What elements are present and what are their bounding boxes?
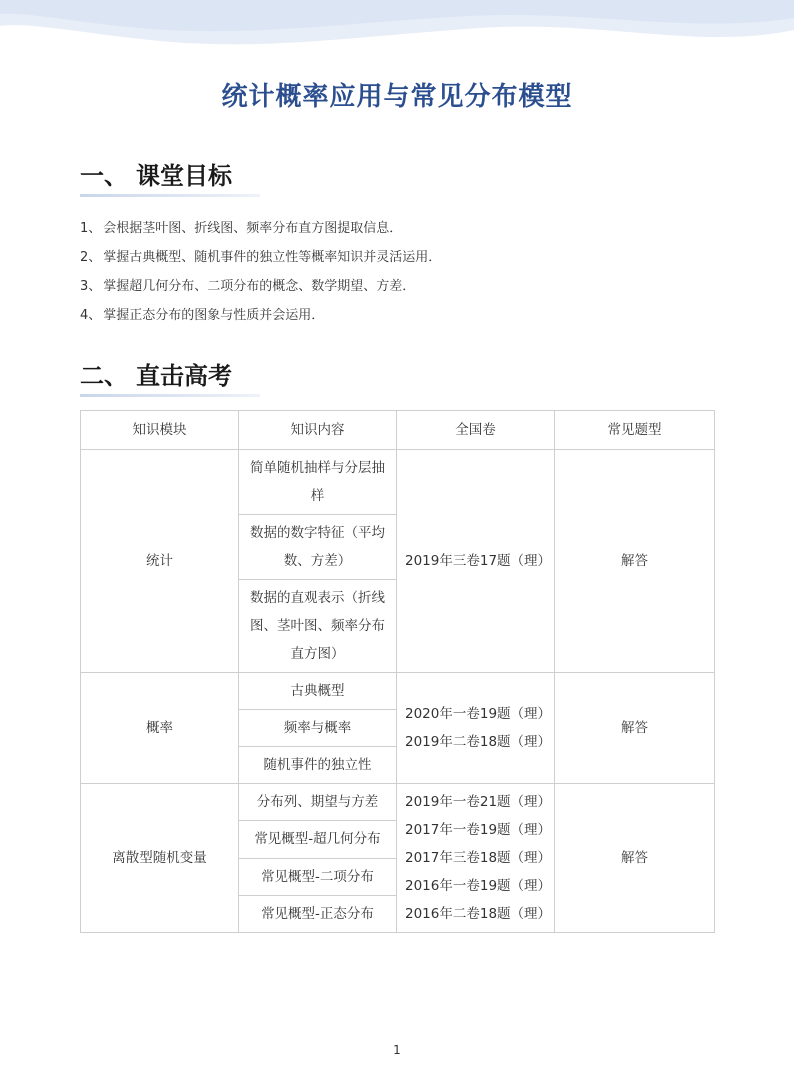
table-row bbox=[81, 450, 715, 515]
exam-cell bbox=[397, 673, 555, 784]
section-number: 一、 bbox=[80, 162, 128, 190]
table-row bbox=[81, 784, 715, 821]
goal-item bbox=[80, 214, 720, 243]
header-national-exam: 全国卷 bbox=[397, 411, 555, 450]
header-content: 知识内容 bbox=[239, 411, 397, 450]
section-number: 二、 bbox=[80, 362, 128, 390]
exam-item: 2019年二卷18题（理） bbox=[405, 734, 552, 750]
content-cell: 常见概型-二项分布 bbox=[239, 858, 397, 895]
table-row bbox=[81, 673, 715, 710]
content-cell: 数据的数字特征（平均数、方差） bbox=[239, 515, 397, 580]
exam-cell bbox=[397, 784, 555, 933]
exam-item: 2019年一卷21题（理） bbox=[405, 794, 552, 810]
exam-item: 2017年一卷19题（理） bbox=[405, 822, 552, 838]
heading-underline bbox=[80, 394, 260, 397]
content-cell: 常见概型-超几何分布 bbox=[239, 821, 397, 858]
content-cell: 简单随机抽样与分层抽样 bbox=[239, 450, 397, 515]
goal-item bbox=[80, 272, 720, 301]
section-title: 直击高考 bbox=[136, 362, 232, 390]
header-wave-decoration bbox=[0, 0, 794, 60]
goal-number: 3、 bbox=[80, 279, 102, 294]
section-title: 课堂目标 bbox=[136, 162, 232, 190]
exam-item: 2020年一卷19题（理） bbox=[405, 706, 552, 722]
heading-underline bbox=[80, 194, 260, 197]
content-cell: 古典概型 bbox=[239, 673, 397, 710]
section-heading-exam bbox=[80, 356, 232, 391]
exam-item: 2019年三卷17题（理） bbox=[405, 553, 552, 569]
exam-cell bbox=[397, 450, 555, 673]
goal-number: 1、 bbox=[80, 221, 102, 236]
content-cell: 分布列、期望与方差 bbox=[239, 784, 397, 821]
goal-item bbox=[80, 301, 720, 330]
goal-text: 掌握正态分布的图象与性质并会运用． bbox=[103, 308, 325, 323]
module-cell: 统计 bbox=[81, 450, 239, 673]
goal-text: 掌握古典概型、随机事件的独立性等概率知识并灵活运用． bbox=[103, 250, 442, 265]
type-cell: 解答 bbox=[555, 450, 715, 673]
header-module: 知识模块 bbox=[81, 411, 239, 450]
content-cell: 数据的直观表示（折线图、茎叶图、频率分布直方图） bbox=[239, 580, 397, 673]
content-cell: 常见概型-正态分布 bbox=[239, 895, 397, 932]
page-number: 1 bbox=[393, 1043, 401, 1057]
module-cell: 概率 bbox=[81, 673, 239, 784]
section-heading-goals bbox=[80, 156, 232, 191]
goal-text: 掌握超几何分布、二项分布的概念、数学期望、方差． bbox=[103, 279, 416, 294]
goals-list bbox=[80, 214, 720, 330]
exam-item: 2016年二卷18题（理） bbox=[405, 906, 552, 922]
module-cell: 离散型随机变量 bbox=[81, 784, 239, 933]
exam-item: 2017年三卷18题（理） bbox=[405, 850, 552, 866]
goal-item bbox=[80, 243, 720, 272]
table-header-row bbox=[81, 411, 715, 450]
type-cell: 解答 bbox=[555, 784, 715, 933]
content-cell: 频率与概率 bbox=[239, 710, 397, 747]
goal-number: 4、 bbox=[80, 308, 102, 323]
exam-table bbox=[80, 410, 715, 933]
exam-item: 2016年一卷19题（理） bbox=[405, 878, 552, 894]
header-question-type: 常见题型 bbox=[555, 411, 715, 450]
goal-text: 会根据茎叶图、折线图、频率分布直方图提取信息． bbox=[103, 221, 403, 236]
goal-number: 2、 bbox=[80, 250, 102, 265]
type-cell: 解答 bbox=[555, 673, 715, 784]
document-title: 统计概率应用与常见分布模型 bbox=[221, 82, 573, 112]
content-cell: 随机事件的独立性 bbox=[239, 747, 397, 784]
